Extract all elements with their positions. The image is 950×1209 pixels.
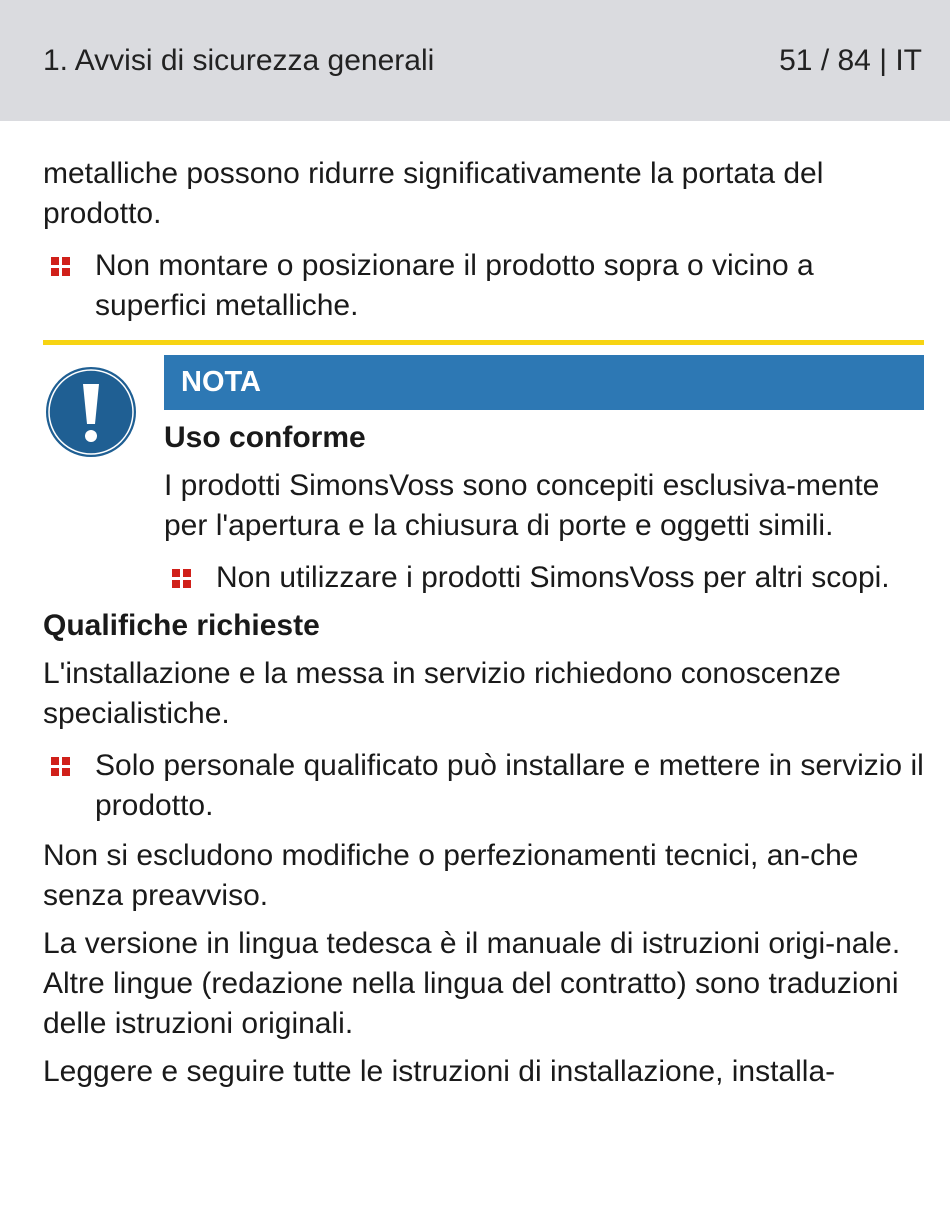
paragraph: L'installazione e la messa in servizio richiedono conoscenze specialistiche.: [43, 657, 841, 730]
list-item-text: Non montare o posizionare il prodotto sopra o vicino a superfici metalliche.: [95, 249, 814, 322]
paragraph-intro: metalliche possono ridurre significativamente la portata del prodotto.: [43, 157, 824, 230]
paragraph: Leggere e seguire tutte le istruzioni di installazione, installa-: [43, 1055, 836, 1088]
paragraph: La versione in lingua tedesca è il manuale di istruzioni origi-nale. Altre lingue (redazione nella lingua del contratto) sono traduzioni delle istruzioni originali.: [43, 927, 901, 1040]
list-item: [43, 246, 924, 326]
bullet-icon: [43, 746, 95, 776]
page-content: [0, 154, 950, 1092]
bullet-icon: [43, 246, 95, 276]
section-heading: Qualifiche richieste: [43, 609, 320, 642]
note-text: I prodotti SimonsVoss sono concepiti esclusiva-mente per l'apertura e la chiusura di porte e oggetti simili.: [164, 469, 880, 542]
note-box: [43, 355, 924, 598]
paragraph: Non si escludono modifiche o perfezionamenti tecnici, an-che senza preavviso.: [43, 839, 859, 912]
divider: [43, 340, 924, 345]
page-number: 51 / 84 | IT: [779, 43, 922, 77]
list-item-text: Non utilizzare i prodotti SimonsVoss per altri scopi.: [216, 561, 890, 594]
note-title: Uso conforme: [164, 421, 366, 454]
bullet-icon: [164, 558, 216, 588]
page-header: [0, 0, 950, 121]
section-title: 1. Avvisi di sicurezza generali: [43, 43, 435, 77]
list-item: [43, 746, 924, 826]
list-item-text: Solo personale qualificato può installare e mettere in servizio il prodotto.: [95, 749, 924, 822]
list-item: [164, 558, 924, 598]
note-label: NOTA: [164, 355, 924, 410]
exclamation-icon: [43, 355, 164, 598]
